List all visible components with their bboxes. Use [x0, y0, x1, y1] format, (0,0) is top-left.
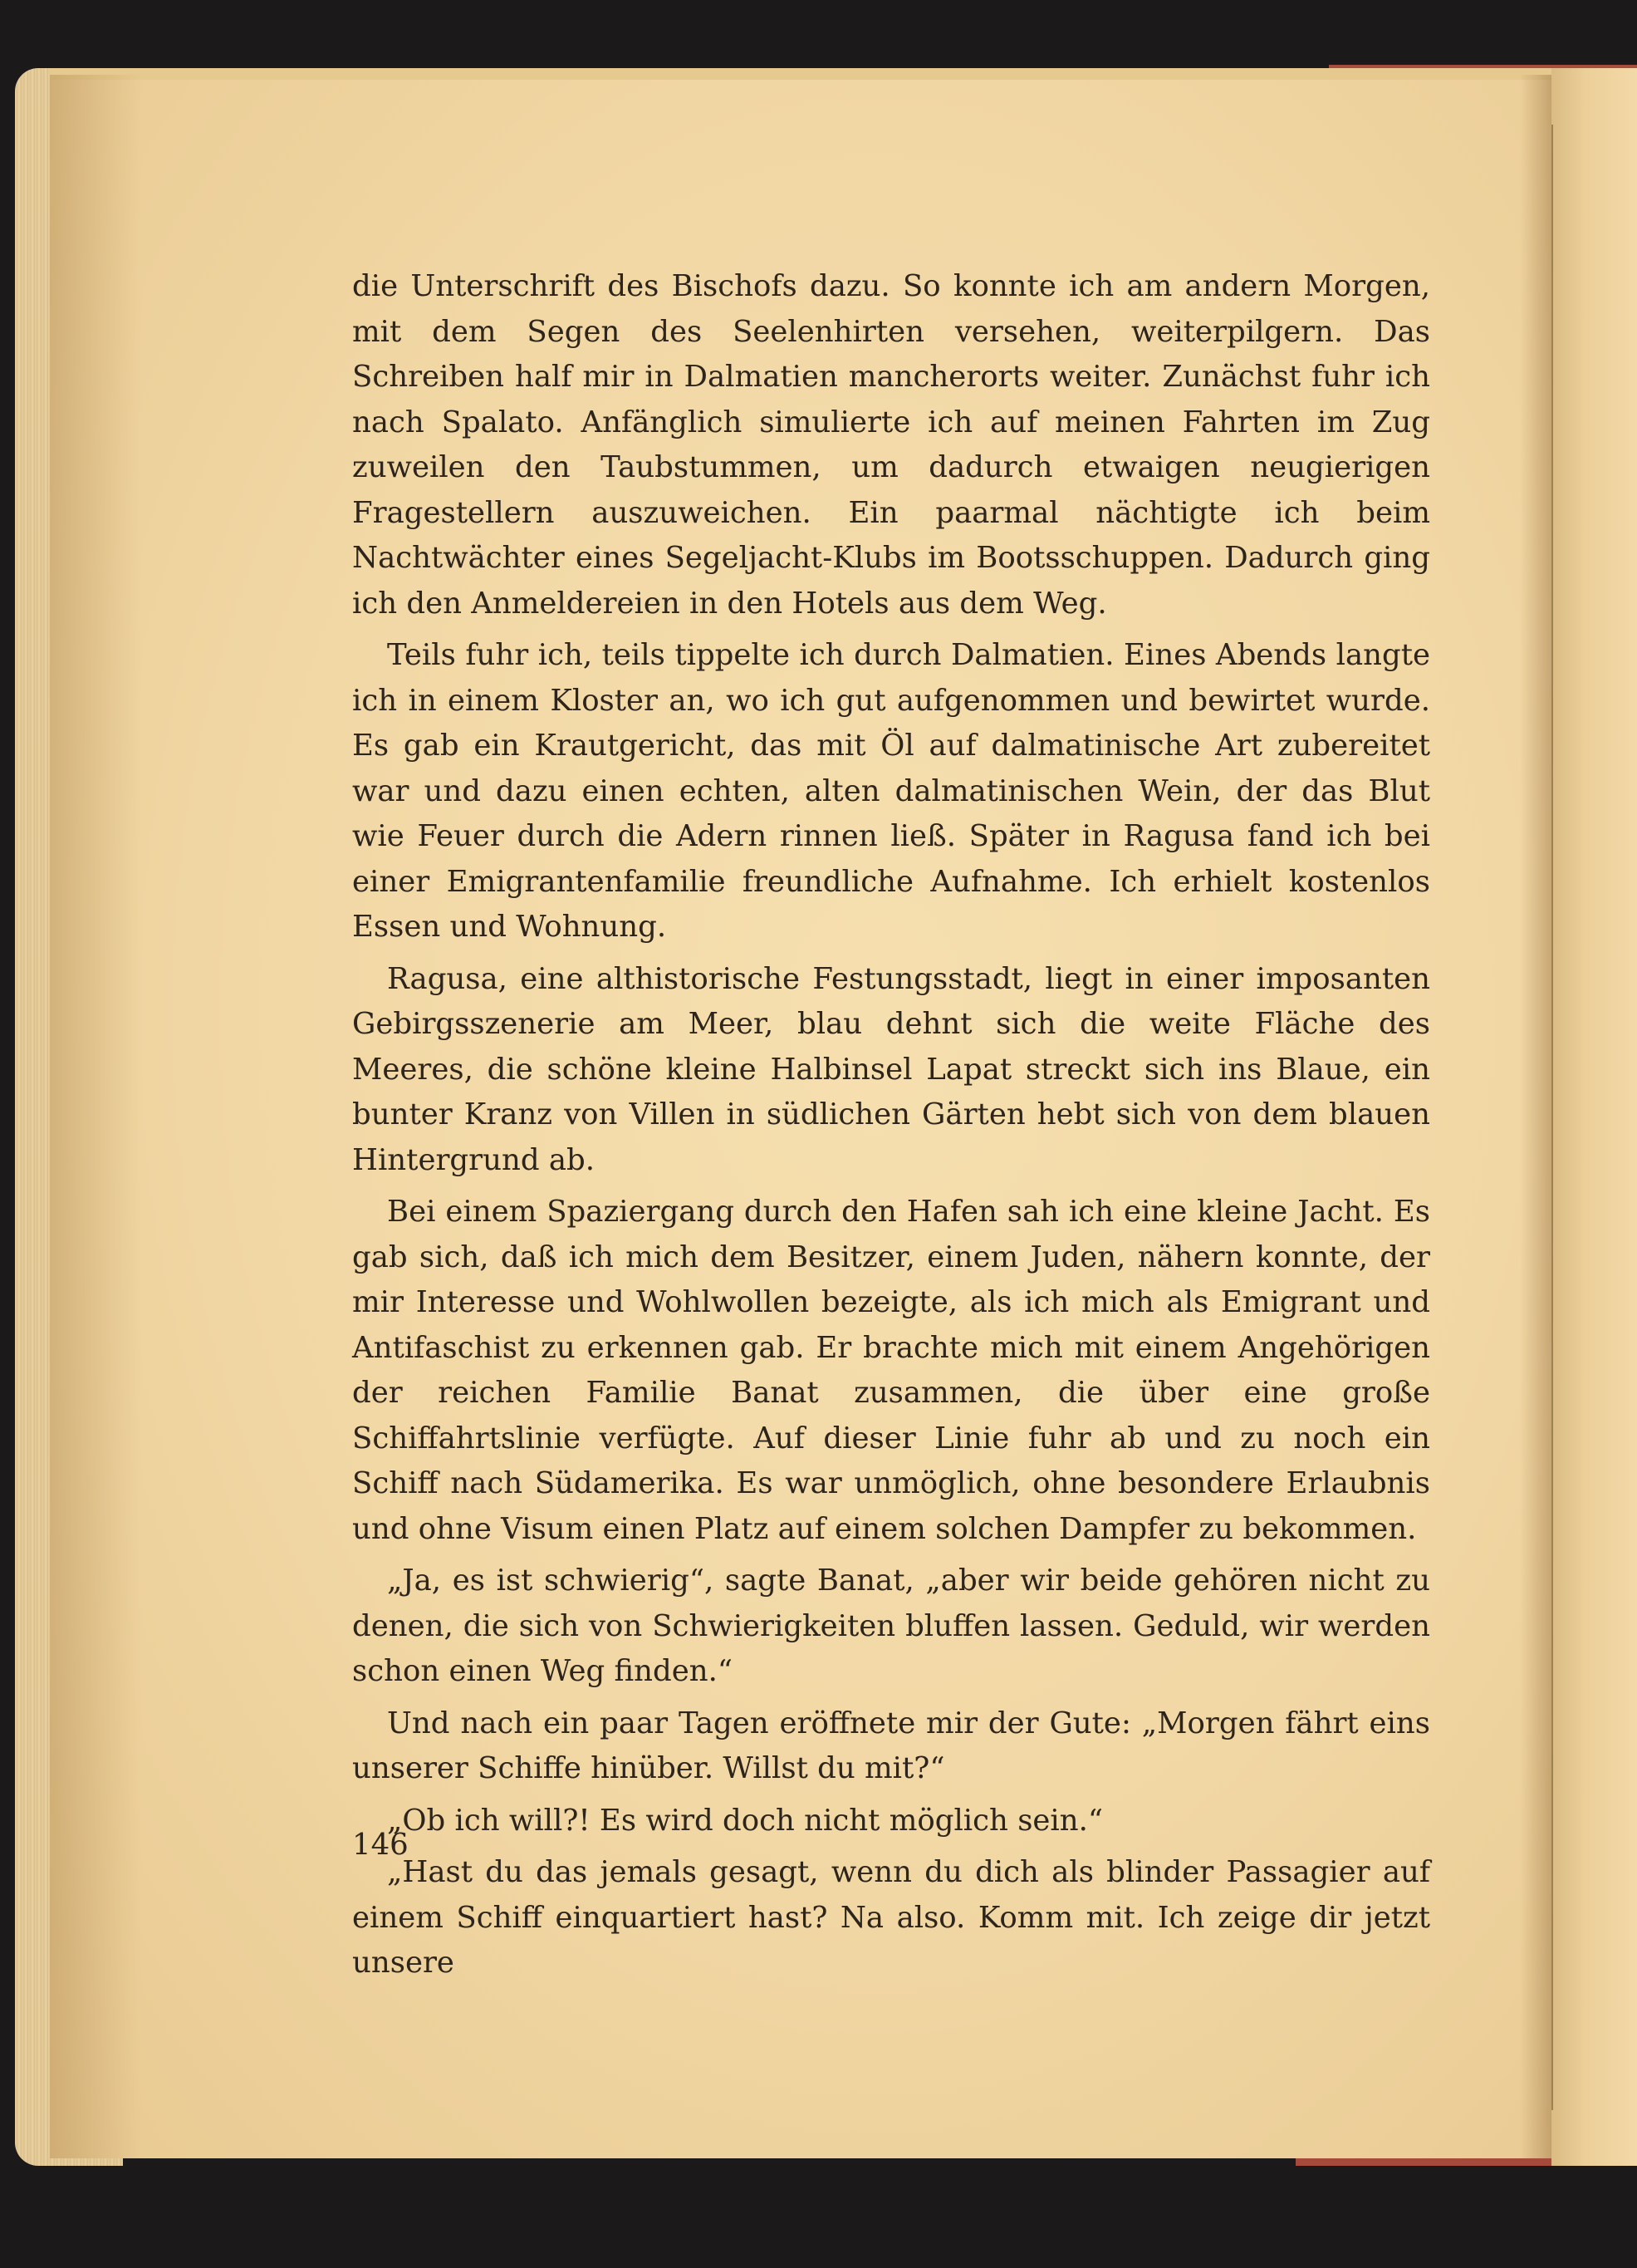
paragraph: „Ob ich will?! Es wird doch nicht möglich sein.“: [387, 1803, 1104, 1838]
page-top-edge: [50, 68, 1551, 80]
paragraph: „Hast du das jemals gesagt, wenn du dich als blinder Passagier auf einem Schiff einquartiert hast? Na also. Komm mit. Ich zeige dir jetzt unsere: [352, 1855, 1430, 1980]
paragraph: die Unterschrift des Bischofs dazu. So konnte ich am andern Morgen, mit dem Segen des Seelenhirten versehen, weiterpilgern. Das Schreiben half mir in Dalmatien mancherorts weiter. Zunächst fuhr ich nach Spalato. Anfänglich simulierte ich auf meinen Fahrten im Zug zuweilen den Taubstummen, um dadurch etwaigen neugierigen Fragestellern auszuweichen. Ein paarmal nächtigte ich beim Nachtwächter eines Segeljacht-Klubs im Bootsschuppen. Dadurch ging ich den Anmeldereien in den Hotels aus dem Weg.: [352, 269, 1430, 621]
body-text: [352, 264, 1430, 1986]
gutter-fold-line: [1551, 125, 1553, 2110]
paragraph: Und nach ein paar Tagen eröffnete mir der Gute: „Morgen fährt eins unserer Schiffe hinüber. Willst du mit?“: [352, 1706, 1430, 1785]
paragraph: Bei einem Spaziergang durch den Hafen sah ich eine kleine Jacht. Es gab sich, daß ich mich dem Besitzer, einem Juden, nähern konnte, der mir Interesse und Wohlwollen bezeigte, als ich mich als Emigrant und Antifaschist zu erkennen gab. Er brachte mich mit einem Angehörigen der reichen Familie Banat zusammen, die über eine große Schiffahrtslinie verfügte. Auf dieser Linie fuhr ab und zu noch ein Schiff nach Südamerika. Es war unmöglich, ohne besondere Erlaubnis und ohne Visum einen Platz auf einem solchen Dampfer zu bekommen.: [352, 1195, 1430, 1546]
page-shadow-left: [50, 75, 141, 2158]
book-gutter: [1551, 68, 1637, 2166]
paragraph: Teils fuhr ich, teils tippelte ich durch Dalmatien. Eines Abends langte ich in einem Kloster an, wo ich gut aufgenommen und bewirtet wurde. Es gab ein Krautgericht, das mit Öl auf dalmatinische Art zubereitet war und dazu einen echten, alten dalmatinischen Wein, der das Blut wie Feuer durch die Adern rinnen ließ. Später in Ragusa fand ich bei einer Emigrantenfamilie freundliche Aufnahme. Ich erhielt kostenlos Essen und Wohnung.: [352, 638, 1430, 944]
paragraph: „Ja, es ist schwierig“, sagte Banat, „aber wir beide gehören nicht zu denen, die sich von Schwierigkeiten bluffen lassen. Geduld, wir werden schon einen Weg finden.“: [352, 1564, 1430, 1688]
page-number: 146: [352, 1828, 409, 1862]
page-shadow-right: [1520, 75, 1551, 2158]
paragraph: Ragusa, eine althistorische Festungsstadt, liegt in einer imposanten Gebirgsszenerie am Meer, blau dehnt sich die weite Fläche des Meeres, die schöne kleine Halbinsel Lapat streckt sich ins Blaue, ein bunter Kranz von Villen in südlichen Gärten hebt sich von dem blauen Hintergrund ab.: [352, 961, 1430, 1177]
